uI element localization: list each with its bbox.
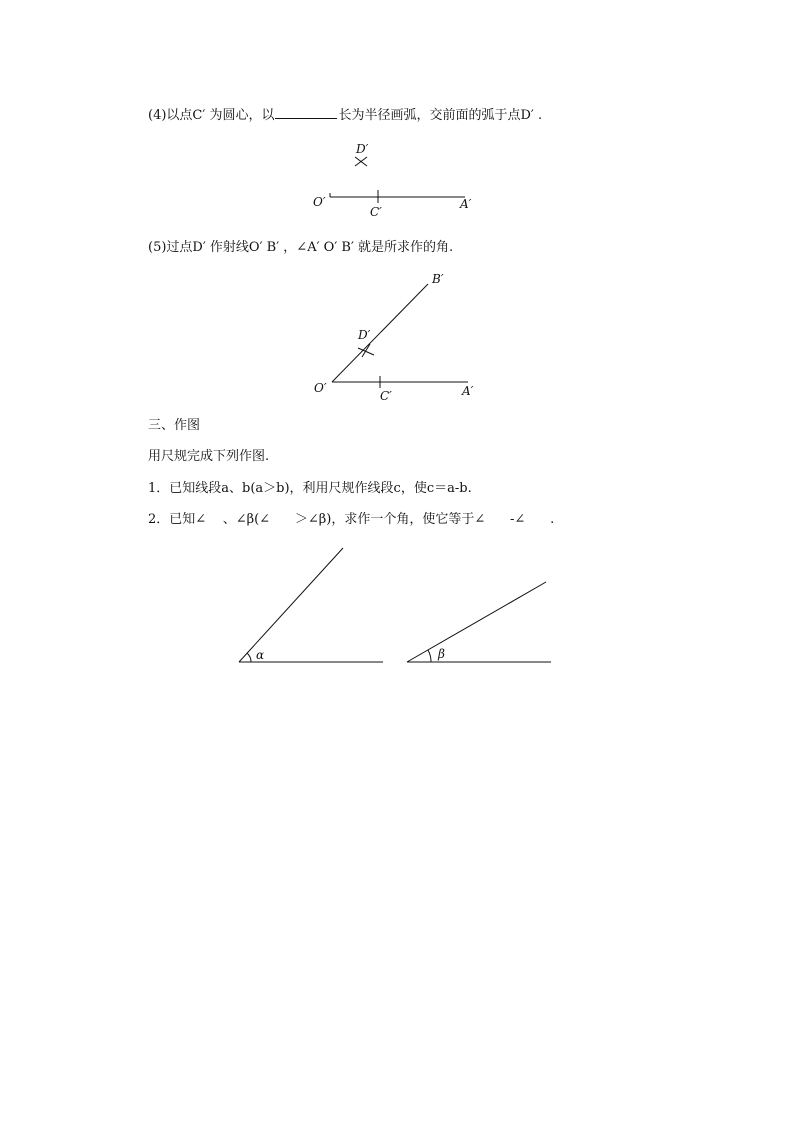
label-c-prime: C′: [370, 205, 382, 219]
question-1: 1．已知线段a、b(a＞b)，利用尺规作线段c，使c＝a-b.: [148, 481, 472, 496]
step4-prefix: (4)以点C′ 为圆心，以: [148, 108, 275, 123]
label-o-prime: O′: [313, 195, 326, 209]
angle-beta: [407, 582, 551, 662]
alpha-ray: [239, 548, 343, 662]
beta-ray: [407, 582, 546, 662]
label-beta: β: [438, 647, 445, 661]
question-2: 2．已知∠ 、∠β(∠ ＞∠β)，求作一个角，使它等于∠ -∠ .: [148, 512, 555, 527]
label-d-prime-2: D′: [358, 328, 371, 342]
label-a-prime-2: A′: [462, 384, 474, 398]
label-d-prime: D′: [356, 142, 369, 156]
label-b-prime: B′: [432, 272, 444, 286]
label-c-prime-2: C′: [380, 389, 392, 403]
section-instruction: 用尺规完成下列作图.: [148, 449, 270, 464]
label-o-prime-2: O′: [314, 381, 327, 395]
beta-arc: [428, 650, 431, 662]
angle-alpha: [239, 548, 383, 662]
label-alpha: α: [256, 648, 265, 662]
step5-text: (5)过点D′ 作射线O′ B′ ，∠A′ O′ B′ 就是所求作的角.: [148, 240, 454, 255]
label-a-prime: A′: [460, 197, 472, 211]
alpha-arc: [247, 653, 251, 662]
section-heading: 三、作图: [148, 418, 201, 433]
step4-suffix: 长为半径画弧，交前面的弧于点D′ .: [338, 108, 543, 123]
